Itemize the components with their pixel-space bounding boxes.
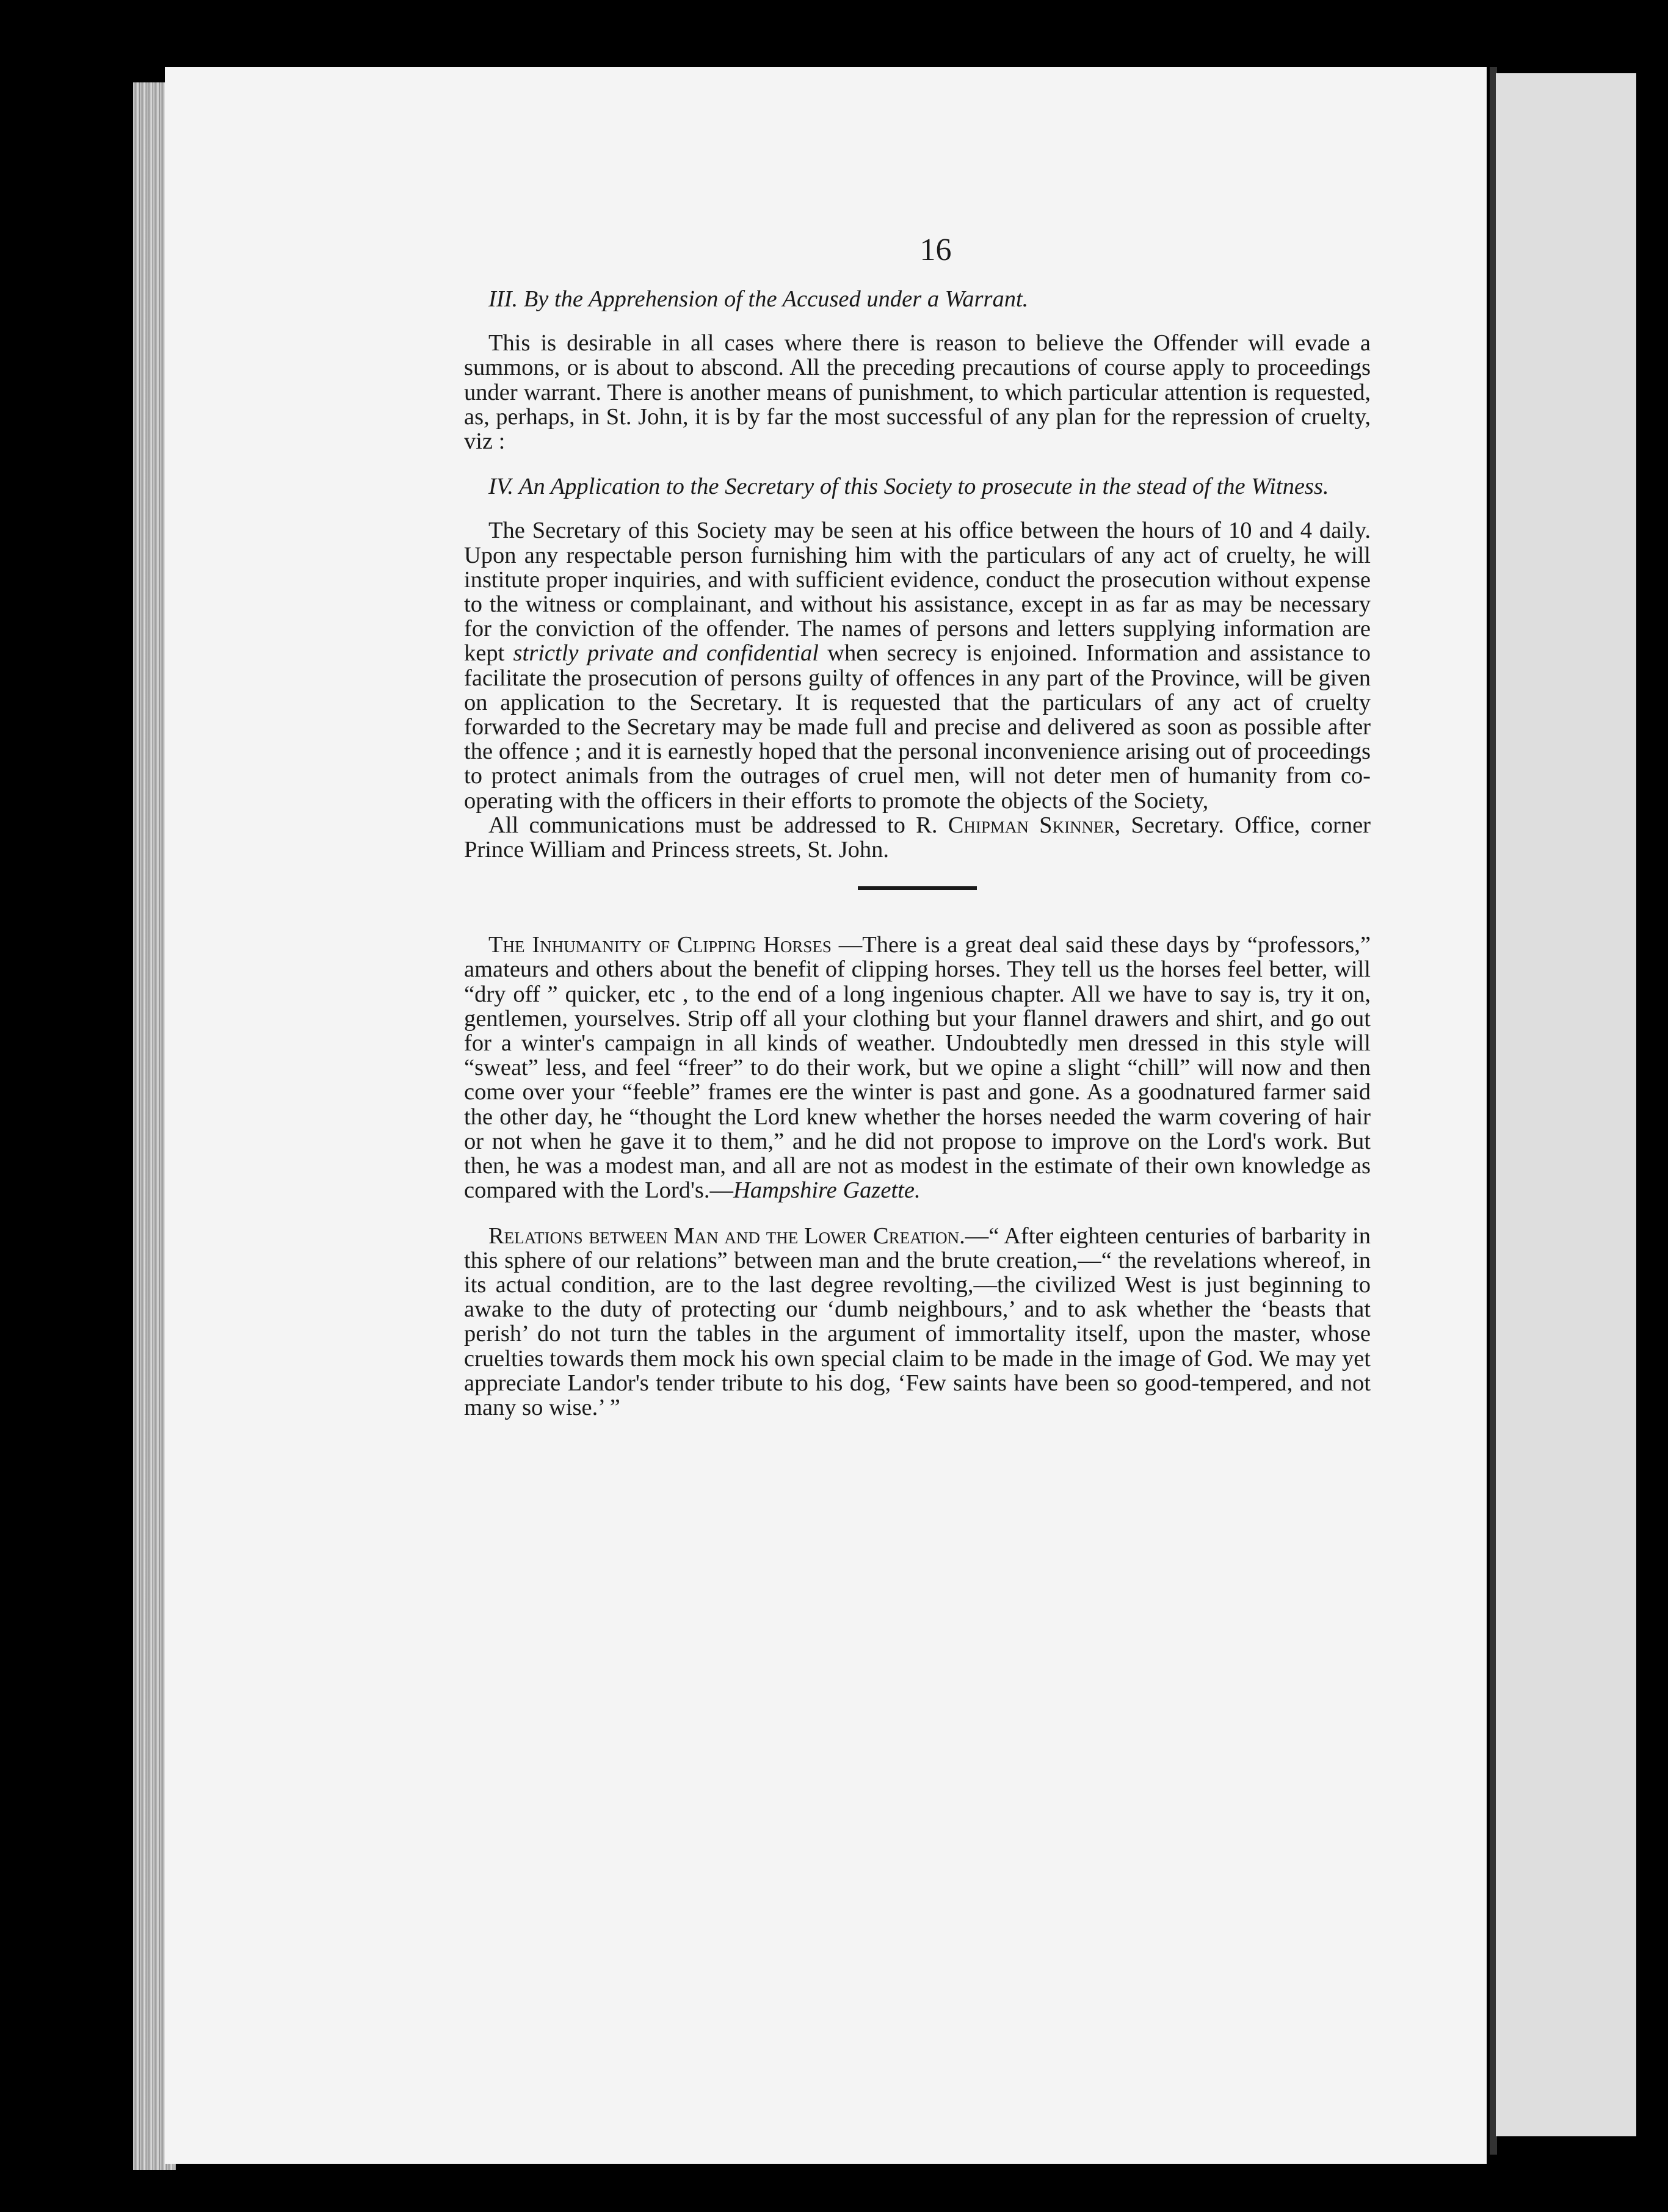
article-two-title: Relations between Man and the Lower Creation. <box>488 1223 965 1249</box>
article-two-body: —“ After eighteen centuries of barbarity in this sphere of our relations” between man and the brute creation,—“ the revelations whereof, in its actual condition, are to the last degree revolting,—the civilized West is just beginning to awake to the duty of protecting our ‘dumb neighbours,’ and to ask whether the ‘beasts that perish’ do not turn the tables in the argument of immortality itself, upon the master, whose cruelties towards them mock his own special claim to be made in the image of God. We may yet appreciate Landor's tender tribute to his dog, ‘Few saints have been so good-tempered, and not many so wise.’ ” <box>464 1223 1371 1420</box>
section-divider <box>858 886 977 890</box>
address-lead: All communications must be addressed to R. <box>488 812 948 838</box>
article-one-body: —There is a great deal said these days by “professors,” amateurs and others about the benefit of clipping horses. They tell us the horses feel better, will “dry off ” quicker, etc , to the end of a long ingenious chapter. All we have to say is, try it on, gentlemen, yourselves. Strip off all your clothing but your flannel drawers and shirt, and go out for a winter's campaign in all kinds of weather. Undoubtedly men dressed in this style will “sweat” less, and feel “freer” to do their work, but we opine a slight “chill” will now and then come over your “feeble” frames ere the winter is past and gone. As a goodnatured farmer said the other day, he “thought the Lord knew whether the horses needed the warm covering of hair or not when he gave it to them,” and he did not propose to improve on the Lord's work. But then, he was a modest man, and all are not as modest in the estimate of their own knowledge as compared with the Lord's.— <box>464 932 1371 1204</box>
article-one-source: Hampshire Gazette. <box>733 1177 921 1204</box>
address-paragraph <box>464 813 1371 862</box>
article-clipping-horses <box>464 933 1371 1202</box>
article-one-title: The Inhumanity of Clipping Horses <box>488 932 832 958</box>
section-four-emphasis: strictly private and confidential <box>513 640 819 667</box>
text-block <box>464 232 1371 1420</box>
page-number: 16 <box>919 233 952 267</box>
address-rest: , Secretary. Office, corner Prince William and Princess streets, St. John. <box>464 812 1371 863</box>
article-relations <box>464 1224 1371 1420</box>
section-three-body: This is desirable in all cases where there is reason to believe the Offender will evade a summons, or is about to abscond. All the preceding precautions of course apply to proceedings under warrant. There is another means of punishment, to which particular attention is requested, as, perhaps, in St. John, it is by far the most successful of any plan for the repression of cruelty, viz : <box>464 330 1371 455</box>
section-four-body-start: The Secretary of this Society may be seen at his office between the hours of 10 and 4 daily. Upon any respectable person furnishing him with the particulars of any act of cruelty, he will institute proper inquiries, and with sufficient evidence, conduct the prosecution without expense to the witness or complainant, and without his assistance, except in as far as may be necessary for the conviction of the offender. The names of persons and letters supplying information are kept <box>464 518 1371 667</box>
section-three-heading: III. By the Apprehension of the Accused under a Warrant. <box>488 286 1029 312</box>
section-four-body <box>464 518 1371 812</box>
facing-page <box>1496 73 1636 2136</box>
section-four-body-end: when secrecy is enjoined. Information and assistance to facilitate the prosecution of persons guilty of offences in any part of the Province, will be given on application to the Secretary. It is requested that the particulars of any act of cruelty forwarded to the Secretary may be made full and precise and delivered as soon as possible after the offence ; and it is earnestly hoped that the personal inconvenience arising out of proceedings to protect animals from the outrages of cruel men, will not deter men of humanity from co-operating with the officers in their efforts to promote the objects of the Society, <box>464 640 1371 814</box>
secretary-name: Chipman Skinner <box>948 812 1115 838</box>
section-four-heading: IV. An Application to the Secretary of this Society to prosecute in the stead of the Witness. <box>488 474 1329 500</box>
